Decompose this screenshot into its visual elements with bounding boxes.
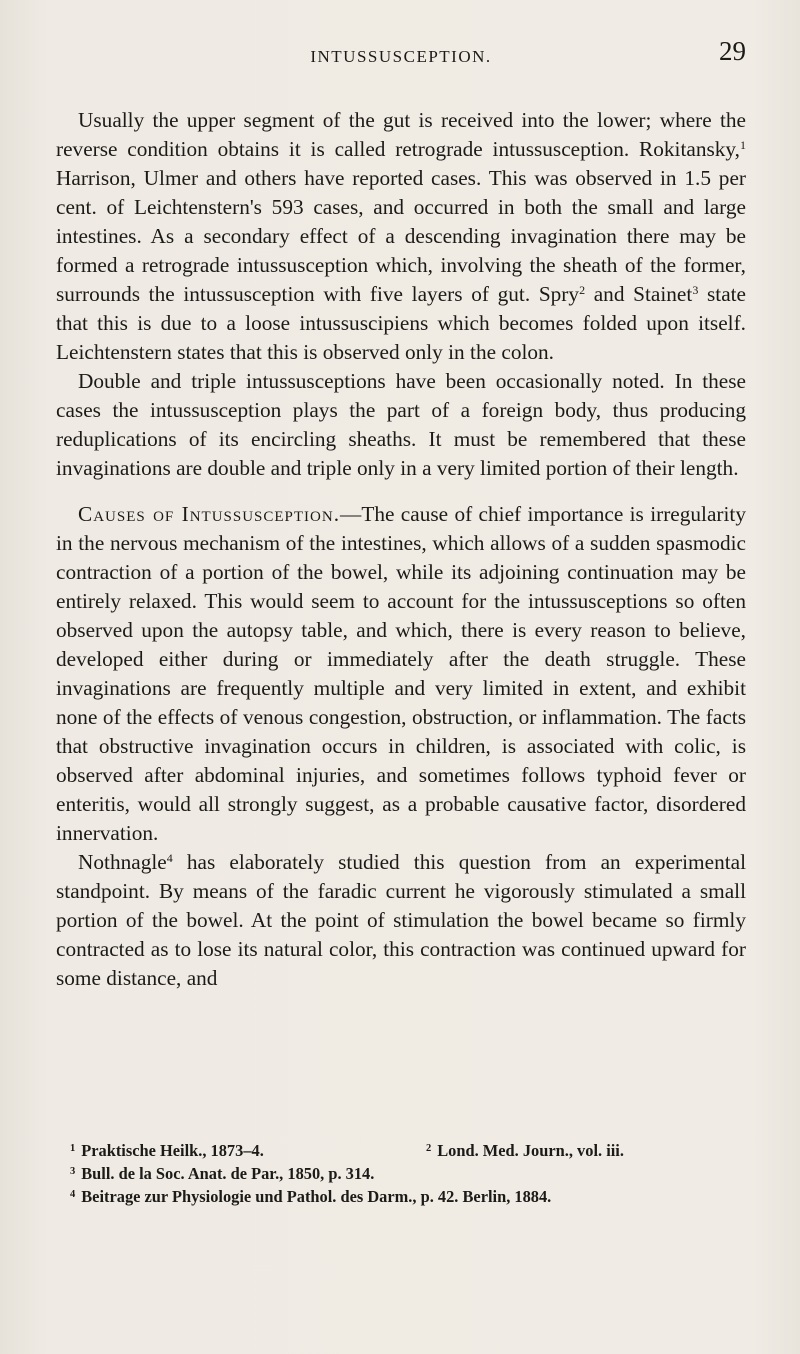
footnote-ref: 4 [166,851,173,865]
paragraph-text: and Stainet [585,282,693,306]
footnote-mark: 2 [426,1143,432,1154]
footnote-mark: 3 [70,1166,76,1177]
paragraph-text: Nothnagle [78,850,167,874]
running-head: INTUSSUSCEPTION. [310,47,492,66]
paragraph-text: Harrison, Ulmer and others have reported cases. This was observed in 1.5 per cent. of Leichtenstern's 593 cases, and occurred in both the small and large intestines. As a secondary effect of a descending invagination there may be formed a retrograde intussusception which, involving the sheath of the former, surrounds the intussusception with five layers of gut. Spry [56,166,746,306]
footnote-text: Praktische Heilk., 1873–4. [81,1141,264,1160]
body-text [56,106,746,993]
paragraph-text: state that this is due to a loose intussuscipiens which becomes folded upon itself. Leichtenstern states that this is observed only in the colon. [56,282,747,364]
footnote-ref: 3 [692,283,699,297]
paragraph-causes [56,500,746,848]
footnote-3 [56,1161,746,1184]
footnote-ref: 1 [740,138,746,152]
footnote-text: Bull. de la Soc. Anat. de Par., 1850, p. 314. [81,1164,375,1183]
paragraph-text: Double and triple intussusceptions have been occasionally noted. In these cases the intussusception plays the part of a foreign body, thus producing reduplications of its encircling sheaths. It must be remembered that these invaginations are double and triple only in a very limited portion of their length. [56,369,746,480]
section-gap [56,483,746,500]
footnote-ref: 2 [579,283,586,297]
footnote-text: Beitrage zur Physiologie und Pathol. des Darm., p. 42. Berlin, 1884. [81,1187,552,1206]
paragraph-nothnagle [56,848,746,993]
section-heading: Causes of Intussusception. [78,502,341,526]
footnotes [56,1138,746,1207]
footnote-mark: 4 [70,1189,76,1200]
footnote-4 [56,1184,746,1207]
page-number: 29 [719,36,746,66]
footnote-row [56,1138,746,1161]
paragraph-text: —The cause of chief importance is irregularity in the nervous mechanism of the intestines, which allows of a sudden spasmodic contraction of a portion of the bowel, while its adjoining continuation may be entirely relaxed. This would seem to account for the intussusceptions so often observed upon the autopsy table, and which, there is every reason to believe, developed either during or immediately after the death struggle. These invaginations are frequently multiple and very limited in extent, and exhibit none of the effects of venous congestion, obstruction, or inflammation. The facts that obstructive invagination occurs in children, is associated with colic, is observed after abdominal injuries, and sometimes follows typhoid fever or enteritis, would all strongly suggest, as a probable causative factor, disordered innervation. [56,502,746,845]
paragraph-text: Usually the upper segment of the gut is received into the lower; where the reverse condition obtains it is called retrograde intussusception. Rokitansky, [56,108,746,161]
footnote-2 [426,1138,746,1161]
paragraph-retrograde-intussusception [56,106,746,367]
footnote-text: Lond. Med. Journ., vol. iii. [437,1141,624,1160]
page-header [56,36,746,76]
footnote-1 [56,1138,426,1161]
footnote-mark: 1 [70,1143,76,1154]
paragraph-text: has elaborately studied this question from an experimental standpoint. By means of the faradic current he vigorously stimulated a small portion of the bowel. At the point of stimulation the bowel became so firmly contracted as to lose its natural color, this contraction was continued upward for some distance, and [56,850,746,990]
paragraph-double-triple [56,367,746,483]
